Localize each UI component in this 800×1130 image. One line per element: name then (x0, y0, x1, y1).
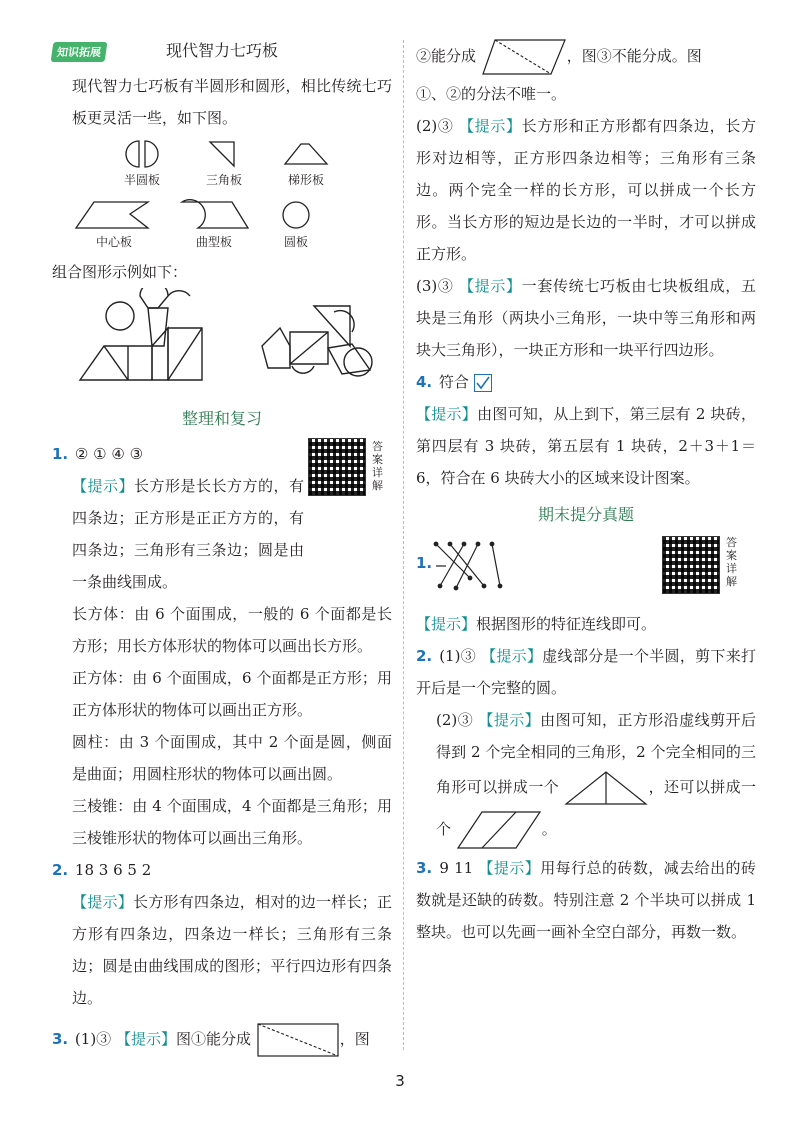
q1-hint: 长方形是长长方方的，有四条边；正方形是正正方方的，有四条边；三角形有三条边；圆是由一条曲线围成。 (72, 477, 304, 591)
q1-line-2: 正方体：由 6 个面围成，6 个面都是正方形；用正方体形状的物体可以画出正方形。 (72, 669, 392, 719)
review-q1 (52, 438, 392, 854)
hint-tag: 【提示】 (416, 405, 478, 423)
qr-label: 答案详解 (726, 536, 737, 588)
curved-board (176, 198, 252, 252)
qr-code[interactable] (662, 536, 720, 594)
circle-board (274, 198, 318, 252)
review-q3-line (52, 1022, 392, 1058)
final-q3-hint: 用每行总的砖数，减去给出的砖数就是还缺的砖数。特别注意 2 个半块可以拼成 1 整块。也可以先画一画补全空白部分，再数一数。 (416, 859, 756, 941)
q2-hint-line (52, 886, 392, 1014)
knowledge-title: 现代智力七巧板 (165, 41, 278, 60)
q3-part2-line (416, 110, 756, 270)
shape-label: 中心板 (95, 235, 132, 249)
hint-tag: 【提示】 (459, 117, 522, 135)
q3-text-d: ，图③不能分成。图 (566, 47, 702, 65)
matching-lines-figure (430, 536, 514, 596)
q3-part3-line (416, 270, 756, 366)
final-q1-hint: 根据图形的特征连线即可。 (476, 615, 657, 633)
shape-label: 三角板 (205, 173, 242, 187)
triangle-combined-icon (564, 768, 648, 808)
knowledge-badge: 知识拓展 (51, 42, 108, 62)
final-q1-number: 1. (416, 554, 433, 572)
final-q1 (416, 534, 756, 608)
shape-label: 半圆板 (123, 173, 160, 187)
hint-tag: 【提示】 (416, 615, 477, 633)
qr-code[interactable] (308, 438, 366, 496)
final-title: 期末提分真题 (537, 505, 634, 524)
hint-tag: 【提示】 (115, 1030, 176, 1048)
shape-label: 曲型板 (195, 235, 232, 249)
q4-answer: 符合 (438, 373, 469, 391)
q4-hint: 由图可知，从上到下，第三层有 2 块砖，第四层有 3 块砖，第五层有 1 块砖，2＋3＋1＝6，符合在 6 块砖大小的区域来设计图案。 (416, 405, 756, 487)
right-column (416, 36, 756, 948)
shapes-row-1 (112, 138, 392, 190)
example-figures (52, 288, 392, 398)
final-q2-hint2c: 。 (541, 820, 557, 838)
semicircle-board (112, 138, 172, 190)
q3-number: 3. (52, 1030, 69, 1048)
final-q3-number: 3. (416, 859, 433, 877)
checkmark-icon (475, 375, 491, 391)
hint-tag: 【提示】 (459, 277, 522, 295)
review-q4-answer-line (416, 366, 756, 398)
page-number: 3 (395, 1072, 405, 1090)
shapes-row-2 (74, 198, 392, 252)
q1-line-3: 圆柱：由 3 个面围成，其中 2 个面是圆，侧面是曲面；用圆柱形状的物体可以画出圆。 (72, 733, 392, 783)
q1-line-1: 长方体：由 6 个面围成，一般的 6 个面都是长方形；用长方体形状的物体可以画出长方形。 (72, 605, 392, 655)
q3-text-c: ②能分成 (416, 47, 477, 65)
hint-tag: 【提示】 (72, 893, 133, 911)
hint-tag: 【提示】 (478, 859, 541, 877)
final-q2-part2: (2)③ (436, 711, 474, 729)
final-q2-number: 2. (416, 647, 433, 665)
q3-text-e: ①、②的分法不唯一。 (416, 85, 567, 103)
hint-tag: 【提示】 (478, 711, 541, 729)
final-q2-hint2a: 由图可知，正方形沿虚线剪开后得到 2 个完全相同的三角形，2 个完全相同的三角形可以拼成一个 (436, 711, 756, 796)
trapezoid-icon (281, 138, 331, 170)
shape-label: 圆板 (283, 235, 308, 249)
q3-hint2: 长方形和正方形都有四条边，长方形对边相等，正方形四条边相等；三角形有三条边。两个完全一样的长方形，可以拼成一个长方形。当长方形的短边是长边的一半时，才可以拼成正方形。 (416, 117, 756, 263)
parallelogram-combined-icon (456, 808, 542, 852)
knowledge-header (52, 36, 392, 70)
q4-hint-line (416, 398, 756, 494)
rectangle-split-icon (256, 1022, 340, 1058)
tangram-examples-figure (52, 288, 392, 398)
knowledge-intro: 现代智力七巧板有半圆形和圆形，相比传统七巧板更灵活一些，如下图。 (72, 77, 392, 127)
circle-icon (276, 198, 316, 232)
review-q2-answer-line (52, 854, 392, 886)
q2-hint: 长方形有四条边，相对的边一样长；正方形有四条边，四条边一样长；三角形有三条边；圆是由曲线围成的图形；平行四边形有四条边。 (72, 893, 392, 1007)
checkmark-box-icon (474, 374, 492, 392)
parallelogram-split-icon (481, 36, 567, 78)
column-divider (403, 40, 404, 1050)
q1-number: 1. (52, 445, 69, 463)
triangle-icon (204, 138, 244, 170)
final-q1-hint-line (416, 608, 756, 640)
final-q2-hint1: 虚线部分是一个半圆，剪下来打开后是一个完整的圆。 (416, 647, 756, 697)
review-title: 整理和复习 (181, 409, 262, 428)
final-q2-hint2b: ，还可以拼成一个 (436, 778, 756, 838)
q3-part1: (1)③ (74, 1030, 112, 1048)
q3-continued-line (416, 36, 756, 78)
q2-number: 2. (52, 861, 69, 879)
curved-board-icon (176, 198, 252, 232)
q3-text-a: 图①能分成 (175, 1030, 251, 1048)
q2-answer: 18 3 6 5 2 (74, 861, 152, 879)
q1-line-4: 三棱锥：由 4 个面围成，4 个面都是三角形；用三棱锥形状的物体可以画出三角形。 (72, 797, 392, 847)
left-column (52, 36, 392, 1058)
q3-part2: (2)③ (416, 117, 454, 135)
final-q2-part1: (1)③ (439, 647, 477, 665)
q3-text-b: ，图 (339, 1030, 370, 1048)
q3-hint3: 一套传统七巧板由七块板组成，五块是三角形（两块小三角形，一块中等三角形和两块大三角形），一块正方形和一块平行四边形。 (416, 277, 756, 359)
q1-answer: ② ① ④ ③ (74, 445, 144, 463)
qr-label: 答案详解 (372, 440, 383, 492)
hint-tag: 【提示】 (481, 647, 543, 665)
hint-tag: 【提示】 (72, 477, 134, 495)
final-q2-part2-line (416, 704, 756, 852)
semicircle-icon (122, 138, 162, 170)
q4-number: 4. (416, 373, 433, 391)
shape-label: 梯形板 (287, 173, 324, 187)
center-board (74, 198, 154, 252)
final-q3-answer: 9 11 (439, 859, 474, 877)
triangle-board (194, 138, 254, 190)
center-board-icon (74, 198, 154, 232)
examples-label: 组合图形示例如下： (52, 263, 188, 281)
final-q3-line (416, 852, 756, 948)
final-q2-part1-line (416, 640, 756, 704)
q3-part3: (3)③ (416, 277, 454, 295)
trapezoid-board (276, 138, 336, 190)
